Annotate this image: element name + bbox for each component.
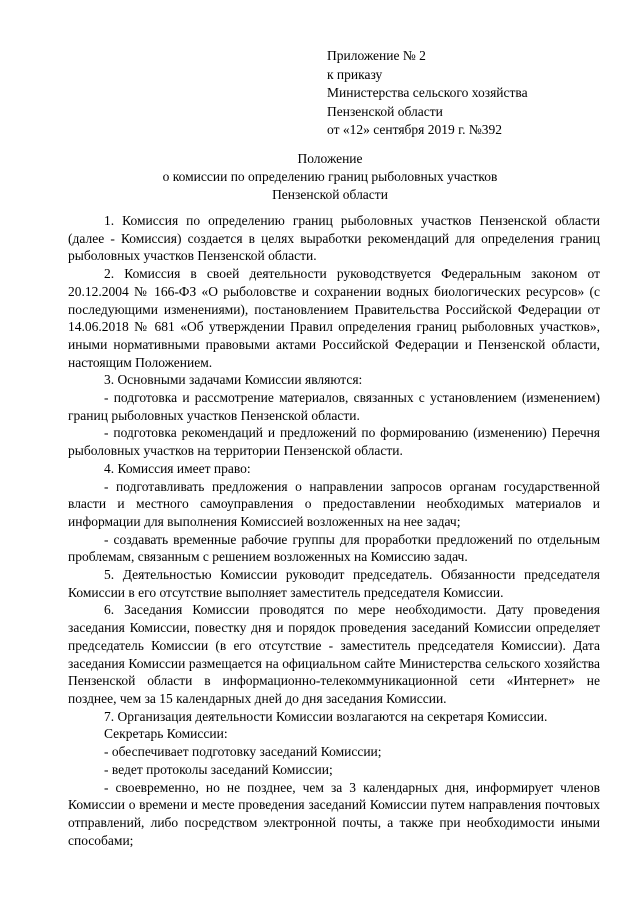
paragraph-6: 6. Заседания Комиссии проводятся по мере необходимости. Дату проведения заседания Комиссии, повестку дня и порядок проведения заседаний Комиссии определяет председатель Комиссии (в его отсутствие - заместитель председателя Комиссии). Дата заседания Комиссии размещается на официальном сайте Министерства сельского хозяйства Пензенской области в информационно-телекоммуникационной сети «Интернет» не позднее, чем за 15 календарных дней до дня заседания Комиссии. [68,602,600,706]
annex-ministry: Министерства сельского хозяйства [327,85,528,100]
paragraph-7-item-3: - своевременно, но не позднее, чем за 3 календарных дня, информирует членов Комиссии о времени и месте проведения заседаний Комиссии путем направления почтовых отправлений, либо посредством электронной почты, а также при необходимости иными способами; [68,779,600,848]
paragraph-1: 1. Комиссия по определению границ рыболовных участков Пензенской области (далее - Комиссия) создается в целях выработки рекомендаций для определения границ рыболовных участков Пензенской области. [68,213,600,264]
paragraph-4-item-2: - создавать временные рабочие группы для проработки предложений по отдельным проблемам, связанным с решением возложенных на Комиссию задач. [68,531,600,565]
paragraph-5: 5. Деятельностью Комиссии руководит председатель. Обязанности председателя Комиссии в его отсутствие выполняет заместитель председателя Комиссии. [68,567,600,600]
annex-region: Пензенской области [327,103,443,119]
paragraph-7-secretary: Секретарь Комиссии: [104,726,228,742]
title-line-2: о комиссии по определению границ рыболовных участков [162,169,498,184]
paragraph-7-item-1: - обеспечивает подготовку заседаний Комиссии; [104,744,382,760]
paragraph-3-item-1: - подготовка и рассмотрение материалов, связанных с установлением (изменением) границ рыболовных участков Пензенской области. [68,390,600,423]
annex-order-ref: к приказу [327,66,383,82]
paragraph-4-item-1: - подготавливать предложения о направлении запросов органам государственной власти и местного самоуправления о предоставлении необходимых материалов и информации для выполнения Комиссией возложенных на нее задач; [68,478,600,529]
paragraph-7: 7. Организация деятельности Комиссии возлагаются на секретаря Комиссии. [104,708,548,724]
title-line-3: Пензенской области [272,187,388,202]
paragraph-3-item-2: - подготовка рекомендаций и предложений по формированию (изменению) Перечня рыболовных участков на территории Пензенской области. [68,425,600,459]
title-line-1: Положение [297,151,363,166]
paragraph-7-item-2: - ведет протоколы заседаний Комиссии; [104,761,333,777]
paragraph-2: 2. Комиссия в своей деятельности руководствуется Федеральным законом от 20.12.2004 № 166-ФЗ «О рыболовстве и сохранении водных биологических ресурсов» (с последующими изменениями), постановлением Правительства Российской Федерации от 14.06.2018 № 681 «Об утверждении Правил определения границ рыболовных участков», иными нормативными правовыми актами Российской Федерации и Пензенской области, настоящим Положением. [68,266,600,370]
annex-date: от «12» сентября 2019 г. №392 [327,122,502,137]
document-body [68,212,600,849]
paragraph-3: 3. Основными задачами Комиссии являются: [104,372,363,388]
annex-header [327,47,528,140]
document-title [0,150,640,204]
annex-number: Приложение № 2 [327,48,426,63]
paragraph-4: 4. Комиссия имеет право: [104,460,251,476]
